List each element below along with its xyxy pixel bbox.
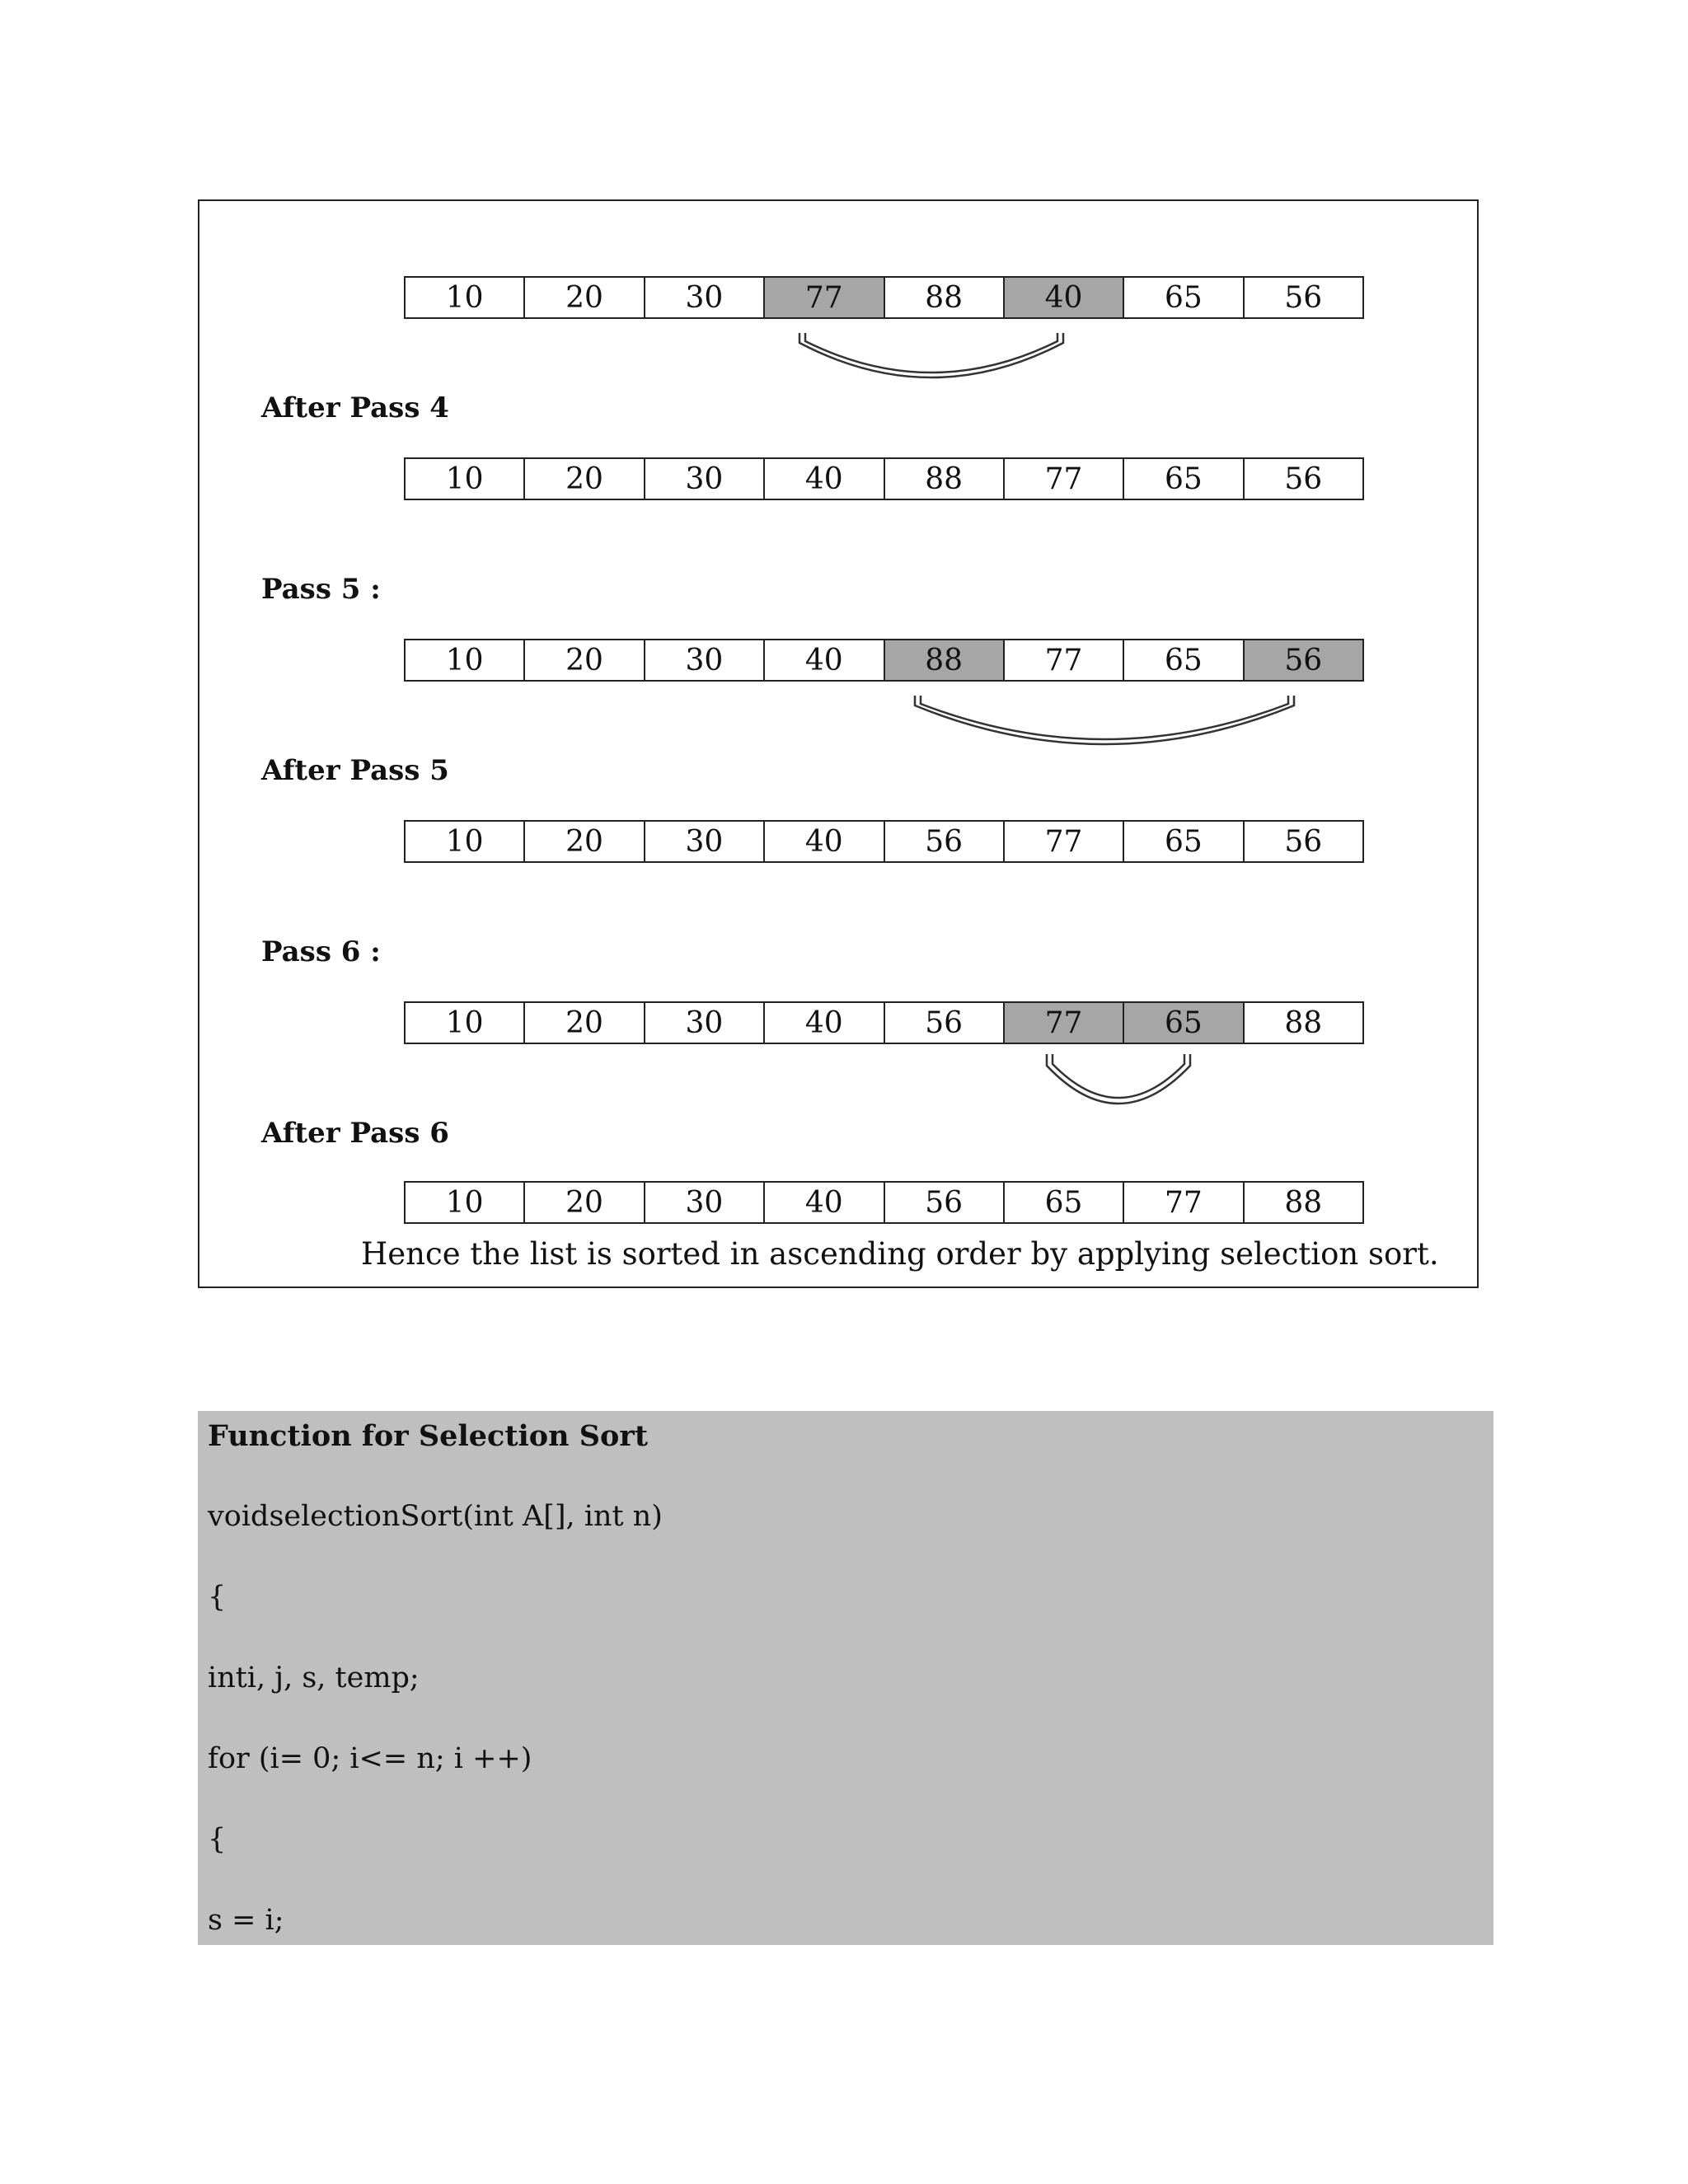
array-cell: 77 — [1005, 459, 1124, 499]
array-cell: 20 — [525, 640, 645, 680]
row-label-after-pass-6: After Pass 6 — [261, 1117, 449, 1150]
array-cell: 77 — [1005, 822, 1124, 861]
code-block — [198, 1411, 1493, 1945]
array-row-pass-6 — [404, 1001, 1364, 1044]
array-cell: 56 — [885, 1003, 1005, 1043]
code-line: inti, j, s, temp; — [208, 1661, 420, 1694]
array-cell: 30 — [645, 278, 765, 317]
array-cell: 30 — [645, 1183, 765, 1222]
array-cell: 40 — [765, 1183, 884, 1222]
array-cell: 56 — [1245, 640, 1362, 680]
array-cell: 56 — [885, 822, 1005, 861]
array-cell: 30 — [645, 459, 765, 499]
array-cell: 20 — [525, 278, 645, 317]
array-cell: 65 — [1124, 822, 1244, 861]
row-label-after-pass-4: After Pass 4 — [261, 391, 449, 424]
array-cell: 20 — [525, 822, 645, 861]
array-cell: 65 — [1005, 1183, 1124, 1222]
array-cell: 77 — [1005, 1003, 1124, 1043]
row-label-pass-6: Pass 6 : — [261, 935, 381, 968]
array-cell: 10 — [406, 640, 525, 680]
array-cell: 30 — [645, 1003, 765, 1043]
conclusion-text: Hence the list is sorted in ascending order by applying selection sort. — [361, 1236, 1439, 1272]
array-cell: 77 — [1124, 1183, 1244, 1222]
array-cell: 77 — [1005, 640, 1124, 680]
swap-arc-pass5 — [907, 692, 1302, 758]
array-row-after-pass-6 — [404, 1181, 1364, 1224]
array-cell: 30 — [645, 822, 765, 861]
array-cell: 65 — [1124, 640, 1244, 680]
array-cell: 40 — [765, 1003, 884, 1043]
array-cell: 88 — [885, 640, 1005, 680]
array-cell: 40 — [765, 640, 884, 680]
array-cell: 40 — [765, 459, 884, 499]
array-cell: 56 — [1245, 278, 1362, 317]
array-cell: 88 — [1245, 1003, 1362, 1043]
code-line: { — [208, 1823, 227, 1856]
array-cell: 88 — [885, 278, 1005, 317]
array-cell: 20 — [525, 1183, 645, 1222]
row-label-after-pass-5: After Pass 5 — [261, 754, 449, 787]
swap-arc-pass4 — [791, 330, 1071, 396]
array-cell: 40 — [1005, 278, 1124, 317]
array-row-pass-5 — [404, 639, 1364, 682]
code-line: { — [208, 1581, 227, 1614]
array-row-after-pass-5 — [404, 820, 1364, 863]
array-cell: 88 — [885, 459, 1005, 499]
array-cell: 56 — [1245, 822, 1362, 861]
array-cell: 10 — [406, 1003, 525, 1043]
array-cell: 20 — [525, 1003, 645, 1043]
array-cell: 77 — [765, 278, 884, 317]
swap-arc-pass6 — [1040, 1051, 1197, 1117]
code-line: s = i; — [208, 1904, 284, 1937]
array-cell: 65 — [1124, 278, 1244, 317]
array-cell: 30 — [645, 640, 765, 680]
row-label-pass-5: Pass 5 : — [261, 573, 381, 606]
code-line: voidselectionSort(int A[], int n) — [208, 1500, 663, 1533]
code-line: for (i= 0; i<= n; i ++) — [208, 1742, 532, 1775]
array-cell: 56 — [1245, 459, 1362, 499]
code-title: Function for Selection Sort — [208, 1419, 648, 1453]
array-cell: 88 — [1245, 1183, 1362, 1222]
array-cell: 10 — [406, 822, 525, 861]
array-row-after-pass-4 — [404, 457, 1364, 500]
array-cell: 10 — [406, 278, 525, 317]
array-cell: 65 — [1124, 1003, 1244, 1043]
array-cell: 10 — [406, 459, 525, 499]
array-cell: 10 — [406, 1183, 525, 1222]
array-cell: 56 — [885, 1183, 1005, 1222]
array-cell: 40 — [765, 822, 884, 861]
array-row-pass4 — [404, 276, 1364, 319]
array-cell: 20 — [525, 459, 645, 499]
array-cell: 65 — [1124, 459, 1244, 499]
